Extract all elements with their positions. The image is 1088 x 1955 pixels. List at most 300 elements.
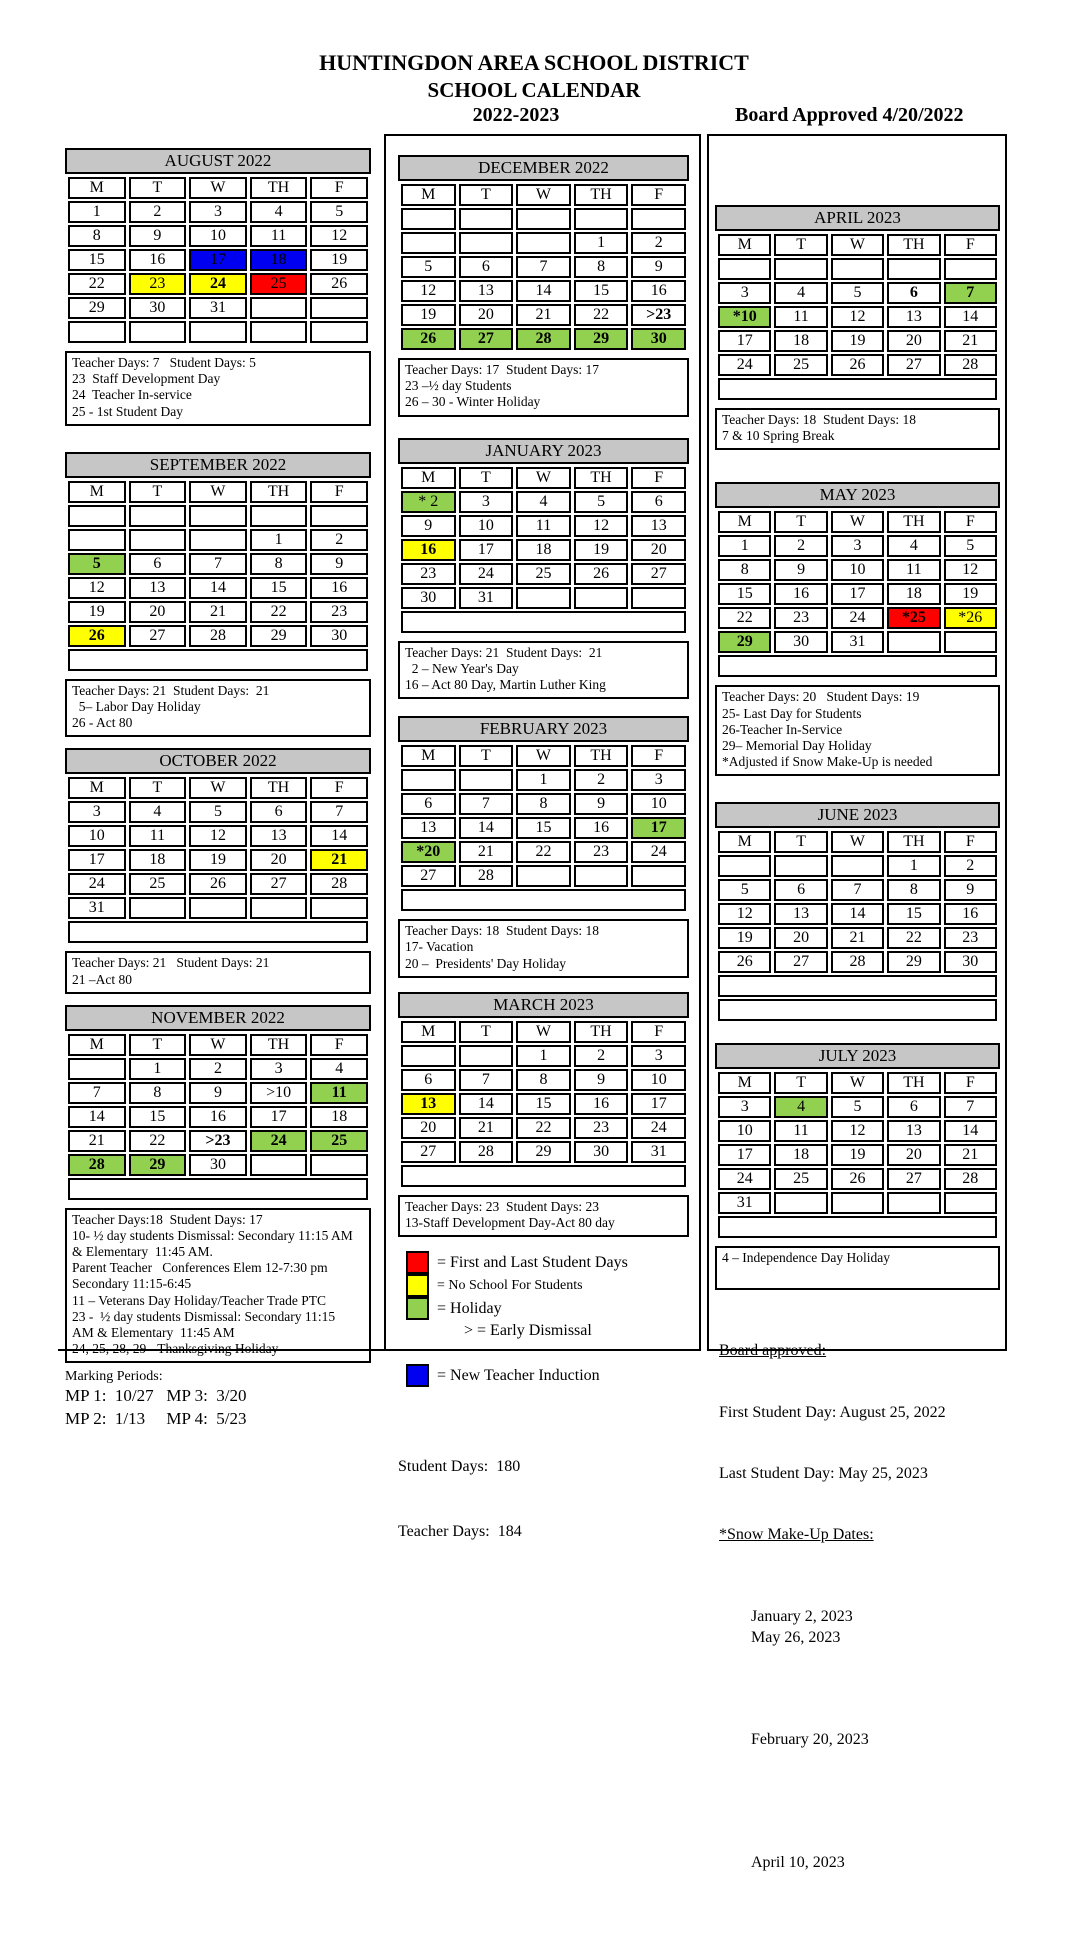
spacer-row [718,975,997,997]
empty-cell [718,258,771,280]
day-header: W [516,1021,571,1043]
day-cell: 5 [310,201,368,223]
day-cell: 1 [250,529,308,551]
day-cell: 5 [189,801,247,823]
day-cell: 5 [401,256,456,278]
day-header: W [189,481,247,503]
month-september [65,452,371,738]
green-swatch-icon [406,1297,429,1320]
day-header: F [631,1021,686,1043]
day-cell: 10 [831,559,884,581]
day-cell: 26 [831,1168,884,1190]
day-cell: 30 [631,328,686,350]
empty-cell [129,321,187,343]
day-cell: 24 [189,273,247,295]
marking-period-line: MP 2: 1/13 MP 4: 5/23 [65,1409,247,1429]
month-notes [65,1208,371,1364]
month-december [398,155,689,417]
empty-cell [68,529,126,551]
empty-cell [574,865,629,887]
day-cell: 7 [310,801,368,823]
day-cell: 11 [774,1120,827,1142]
month-title: SEPTEMBER 2022 [65,452,371,478]
day-cell: 8 [574,256,629,278]
day-cell: 3 [718,282,771,304]
day-header: W [831,511,884,533]
day-cell: 27 [459,328,514,350]
spacer-row [718,999,997,1021]
note-line: Teacher Days: 21 Student Days: 21 [72,682,270,698]
legend-label: = First and Last Student Days [437,1253,628,1271]
empty-cell [189,897,247,919]
day-cell: 26 [831,354,884,376]
day-cell: 19 [189,849,247,871]
day-cell: 18 [310,1106,368,1128]
empty-cell [310,1154,368,1176]
snow-date-row [719,1710,1000,1792]
day-cell: 29 [574,328,629,350]
month-grid [715,232,1000,402]
spacer-row [401,889,686,911]
month-notes [65,351,371,426]
day-cell: 14 [944,306,997,328]
note-line: 20 – Presidents' Day Holiday [405,955,567,971]
empty-cell [68,505,126,527]
legend-row-no-school [406,1274,689,1297]
month-notes [398,641,689,700]
spacer-row [718,378,997,400]
column-middle [384,134,701,1541]
day-cell: 10 [68,825,126,847]
month-notes [715,1246,1000,1290]
day-cell: 28 [516,328,571,350]
month-november [65,1005,371,1364]
day-cell: 11 [774,306,827,328]
empty-cell [774,258,827,280]
day-cell: 5 [944,535,997,557]
empty-cell [516,865,571,887]
day-cell: 31 [459,587,514,609]
day-cell: 4 [516,491,571,513]
day-cell: 5 [831,282,884,304]
day-cell: 5 [574,491,629,513]
snow-date: April 10, 2023 [751,1853,845,1871]
note-line: 21 –Act 80 [72,971,132,987]
day-cell: *10 [718,306,771,328]
day-cell: 23 [129,273,187,295]
day-header: M [718,234,771,256]
day-cell: 26 [574,563,629,585]
empty-cell [189,505,247,527]
day-cell: 12 [831,1120,884,1142]
day-cell: 28 [459,865,514,887]
day-cell: 16 [574,1093,629,1115]
day-cell: 28 [944,1168,997,1190]
day-cell: *25 [887,607,940,629]
day-cell: 1 [68,201,126,223]
day-cell: 3 [831,535,884,557]
red-swatch-icon [406,1251,429,1274]
day-cell: 1 [129,1058,187,1080]
day-cell: 16 [944,903,997,925]
day-cell: 22 [887,927,940,949]
note-line: 26-Teacher In-Service [722,721,843,737]
day-cell: 10 [189,225,247,247]
note-line: 11 – Veterans Day Holiday/Teacher Trade PTC [72,1292,327,1308]
empty-cell [401,769,456,791]
day-header: T [459,184,514,206]
month-february [398,716,689,978]
day-cell: 3 [631,769,686,791]
day-cell: 17 [250,1106,308,1128]
empty-cell [459,208,514,230]
teacher-days-total: Teacher Days: 184 [398,1523,522,1541]
day-cell: 19 [574,539,629,561]
note-line: Teacher Days: 21 Student Days: 21 [405,644,603,660]
day-cell: 12 [401,280,456,302]
day-cell: 5 [68,553,126,575]
day-cell: 15 [574,280,629,302]
legend-label: = New Teacher Induction [437,1366,600,1384]
day-cell: 29 [887,951,940,973]
day-cell: 6 [129,553,187,575]
legend [398,1251,689,1586]
spacer-row [68,1178,368,1200]
day-cell: 13 [774,903,827,925]
day-cell: 28 [944,354,997,376]
day-cell: 29 [68,297,126,319]
empty-cell [68,321,126,343]
day-header: W [516,467,571,489]
day-cell: 23 [944,927,997,949]
column-left [65,148,371,1431]
note-line: Teacher Days: 20 Student Days: 19 [722,689,920,705]
day-cell: 16 [129,249,187,271]
calendar-title: SCHOOL CALENDAR [427,78,641,102]
day-cell: 28 [459,1141,514,1163]
day-header: T [774,1072,827,1094]
day-cell: 6 [401,793,456,815]
day-header: W [189,1034,247,1056]
empty-cell [250,505,308,527]
month-grid [398,182,689,352]
day-cell: 29 [718,631,771,653]
day-cell: 8 [516,1069,571,1091]
month-notes [65,951,371,993]
day-header: M [401,467,456,489]
empty-cell [250,321,308,343]
spacer-row [68,921,368,943]
note-line: Teacher Days:18 Student Days: 17 [72,1211,263,1227]
note-line: 17- Vacation [405,939,474,955]
day-cell: 26 [68,625,126,647]
day-cell: 24 [250,1130,308,1152]
day-cell: 2 [574,769,629,791]
empty-cell [401,208,456,230]
note-line: 26 – 30 - Winter Holiday [405,394,541,410]
day-cell: 10 [718,1120,771,1142]
month-january [398,438,689,700]
day-cell: 22 [516,1117,571,1139]
spacer-row [401,611,686,633]
day-cell: 9 [631,256,686,278]
day-cell: 8 [887,879,940,901]
day-cell: 12 [189,825,247,847]
day-header: T [129,481,187,503]
empty-cell [631,208,686,230]
day-header: W [831,234,884,256]
day-cell: 19 [68,601,126,623]
day-header: M [401,184,456,206]
day-cell: 9 [574,1069,629,1091]
month-grid [715,1070,1000,1240]
day-cell: 27 [250,873,308,895]
day-header: TH [250,1034,308,1056]
note-line: Teacher Days: 18 Student Days: 18 [405,923,600,939]
day-cell: 23 [310,601,368,623]
empty-cell [774,855,827,877]
day-cell: 10 [631,1069,686,1091]
day-cell: 9 [189,1082,247,1104]
note-line: Teacher Days: 23 Student Days: 23 [405,1198,600,1214]
note-line: 25- Last Day for Students [722,705,862,721]
day-header: T [129,177,187,199]
day-header: W [189,777,247,799]
day-header: T [774,511,827,533]
day-cell: 21 [516,304,571,326]
day-cell: 8 [250,553,308,575]
month-notes [715,408,1000,450]
day-header: F [631,184,686,206]
day-cell: 15 [516,817,571,839]
note-line: 24 Teacher In-service [72,387,192,403]
day-cell: 19 [944,583,997,605]
day-cell: 5 [831,1096,884,1118]
legend-early-dismissal: > = Early Dismissal [464,1322,592,1340]
student-days-total: Student Days: 180 [398,1458,521,1476]
day-header: T [129,777,187,799]
spacer-row [718,1216,997,1238]
month-notes [398,1195,689,1237]
legend-row-first-last [406,1251,689,1274]
day-cell: 27 [887,1168,940,1190]
empty-cell [310,297,368,319]
day-cell: 4 [129,801,187,823]
month-grid [398,743,689,913]
day-cell: 7 [944,1096,997,1118]
day-cell: 13 [401,817,456,839]
day-cell: 19 [310,249,368,271]
empty-cell [887,258,940,280]
snow-date: May 26, 2023 [751,1628,841,1646]
day-cell: 17 [831,583,884,605]
day-header: TH [887,831,940,853]
day-cell: 31 [189,297,247,319]
month-grid [65,175,371,345]
snow-date: January 2, 2023 [751,1608,853,1626]
last-student-day: Last Student Day: May 25, 2023 [719,1465,928,1483]
day-cell: 23 [574,841,629,863]
day-cell: 20 [129,601,187,623]
day-cell: 6 [459,256,514,278]
day-cell: 6 [250,801,308,823]
empty-cell [68,1058,126,1080]
day-cell: 16 [401,539,456,561]
day-cell: 28 [310,873,368,895]
day-cell: 24 [718,1168,771,1190]
note-line: 13-Staff Development Day-Act 80 day [405,1214,615,1230]
day-cell: 7 [944,282,997,304]
empty-cell [129,897,187,919]
day-cell: 18 [250,249,308,271]
empty-cell [516,232,571,254]
day-header: W [516,745,571,767]
month-grid [715,829,1000,1023]
note-line: 16 – Act 80 Day, Martin Luther King [405,676,606,692]
day-cell: 17 [68,849,126,871]
day-cell: 27 [774,951,827,973]
day-cell: 20 [887,330,940,352]
day-cell: 6 [631,491,686,513]
note-line: 7 & 10 Spring Break [722,428,835,444]
month-title: NOVEMBER 2022 [65,1005,371,1031]
day-cell: 13 [887,306,940,328]
day-cell: 23 [774,607,827,629]
day-header: F [944,831,997,853]
empty-cell [459,1045,514,1067]
spacer-row [718,655,997,677]
day-cell: * 2 [401,491,456,513]
day-cell: 21 [944,1144,997,1166]
day-cell: 4 [774,282,827,304]
day-header: TH [250,177,308,199]
day-header: TH [887,511,940,533]
empty-cell [574,208,629,230]
day-cell: 30 [129,297,187,319]
day-cell: 2 [189,1058,247,1080]
day-cell: 18 [774,330,827,352]
day-cell: 19 [401,304,456,326]
day-cell: 6 [887,1096,940,1118]
day-cell: 17 [718,1144,771,1166]
day-cell: 14 [516,280,571,302]
day-cell: 13 [401,1093,456,1115]
marking-periods [65,1369,371,1431]
empty-cell [887,1192,940,1214]
day-cell: 11 [516,515,571,537]
day-header: TH [250,777,308,799]
note-line: 26 - Act 80 [72,715,133,731]
empty-cell [831,258,884,280]
day-cell: 13 [459,280,514,302]
month-june [715,802,1000,1023]
day-cell: 24 [68,873,126,895]
day-cell: >10 [250,1082,308,1104]
day-cell: 22 [574,304,629,326]
day-cell: 17 [718,330,771,352]
day-header: F [631,467,686,489]
day-cell: 17 [631,1093,686,1115]
day-cell: 14 [310,825,368,847]
snow-makeup-title: *Snow Make-Up Dates: [719,1526,874,1544]
yellow-swatch-icon [406,1274,429,1297]
day-cell: >23 [189,1130,247,1152]
month-title: OCTOBER 2022 [65,748,371,774]
day-cell: 17 [459,539,514,561]
month-title: DECEMBER 2022 [398,155,689,181]
day-cell: 8 [68,225,126,247]
day-header: M [68,481,126,503]
day-cell: 20 [631,539,686,561]
day-cell: 17 [189,249,247,271]
day-cell: 27 [631,563,686,585]
day-cell: 4 [774,1096,827,1118]
day-cell: 12 [68,577,126,599]
snow-date: February 20, 2023 [751,1731,869,1749]
month-march [398,992,689,1237]
day-cell: 12 [831,306,884,328]
empty-cell [310,321,368,343]
day-cell: 12 [718,903,771,925]
board-approved-box [715,1300,1000,1955]
month-title: MAY 2023 [715,482,1000,508]
empty-cell [189,529,247,551]
day-cell: 13 [631,515,686,537]
day-header: TH [574,1021,629,1043]
day-cell: 21 [459,1117,514,1139]
month-title: JULY 2023 [715,1043,1000,1069]
day-cell: 10 [631,793,686,815]
snow-date-row [719,1833,1000,1915]
day-cell: 27 [887,354,940,376]
day-cell: 24 [631,841,686,863]
month-may [715,482,1000,776]
column-right [707,134,1007,1871]
empty-cell [887,631,940,653]
month-notes [715,685,1000,776]
day-header: M [718,1072,771,1094]
empty-cell [831,855,884,877]
note-line: Teacher Days: 17 Student Days: 17 [405,362,600,377]
empty-cell [401,1045,456,1067]
day-cell: 9 [129,225,187,247]
day-header: T [459,1021,514,1043]
day-cell: 6 [401,1069,456,1091]
day-cell: 2 [310,529,368,551]
month-october [65,748,371,993]
day-header: W [189,177,247,199]
day-cell: 8 [718,559,771,581]
day-cell: 15 [718,583,771,605]
day-cell: 20 [887,1144,940,1166]
day-cell: 12 [310,225,368,247]
month-grid [398,1019,689,1189]
day-header: M [401,1021,456,1043]
day-cell: 24 [459,563,514,585]
day-cell: 18 [129,849,187,871]
empty-cell [516,587,571,609]
day-cell: 24 [831,607,884,629]
day-cell: 18 [516,539,571,561]
day-cell: 22 [718,607,771,629]
day-cell: 21 [189,601,247,623]
day-header: W [831,831,884,853]
day-cell: 9 [574,793,629,815]
day-cell: *26 [944,607,997,629]
day-header: M [401,745,456,767]
day-cell: 29 [516,1141,571,1163]
month-grid [65,479,371,673]
